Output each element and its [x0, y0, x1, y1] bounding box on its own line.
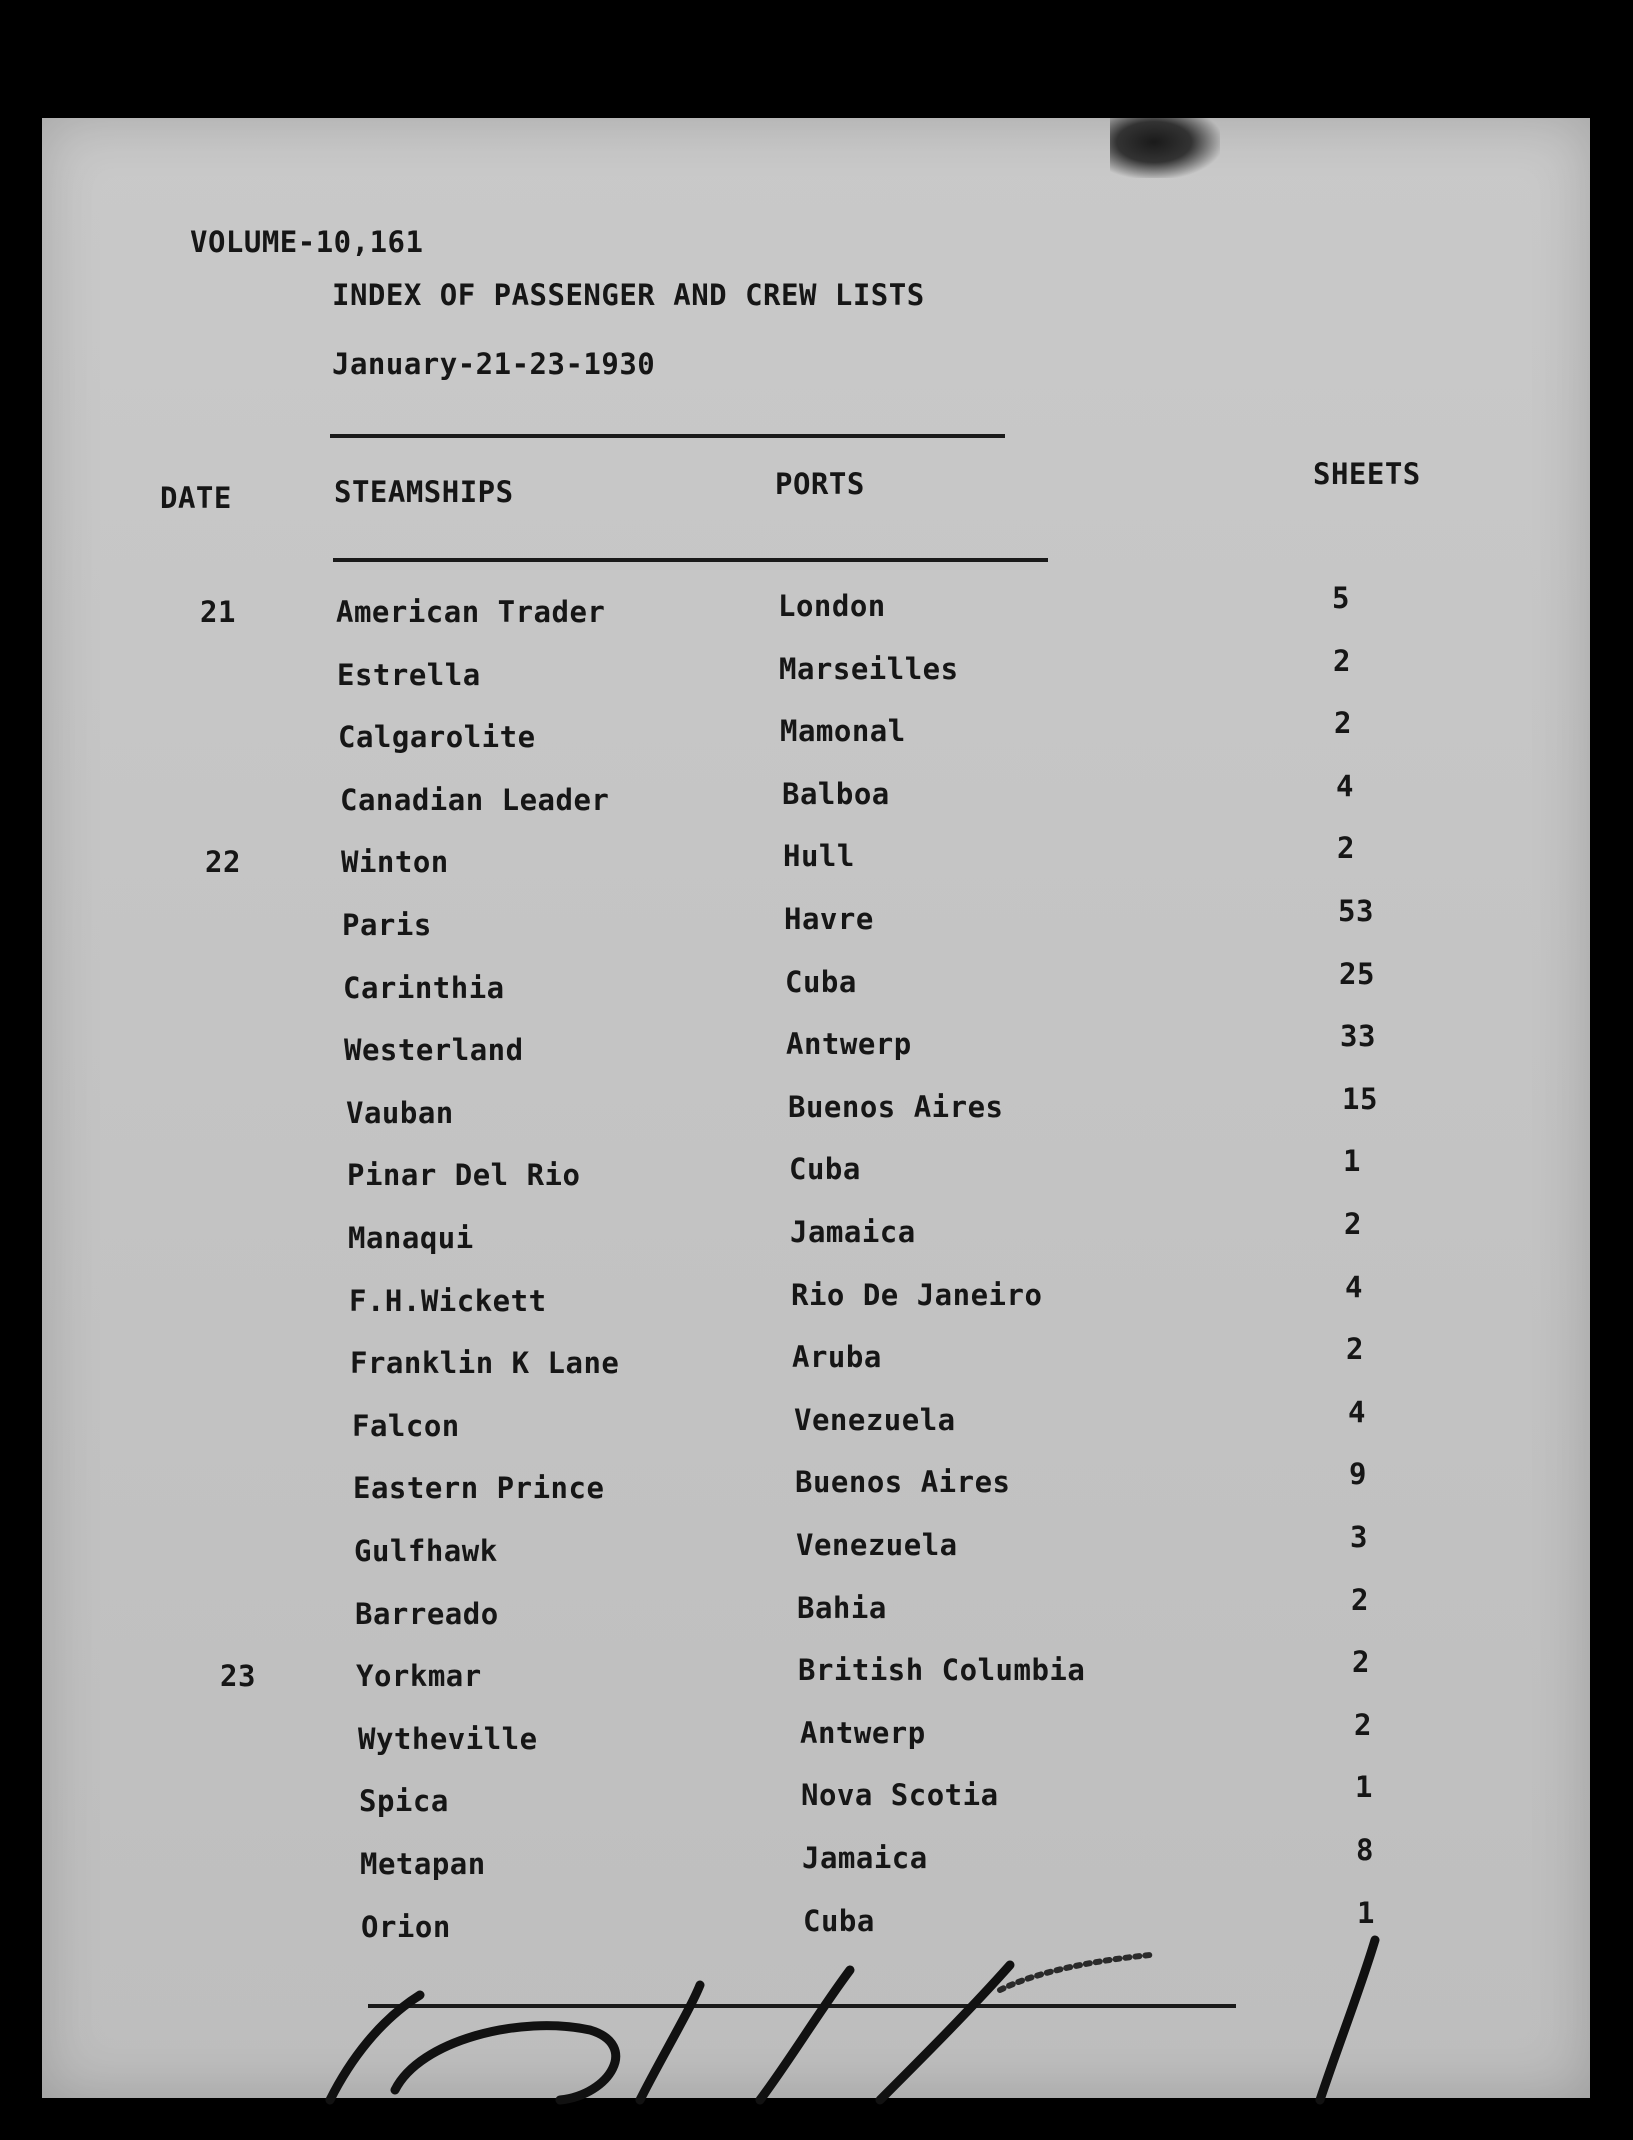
row-steamship: Winton [341, 845, 449, 879]
row-sheets: 4 [1336, 769, 1354, 803]
table-row [0, 1833, 1633, 1890]
row-sheets: 2 [1344, 1207, 1362, 1241]
row-sheets: 25 [1339, 957, 1375, 991]
row-steamship: Orion [361, 1910, 451, 1944]
row-port: Cuba [785, 965, 857, 999]
table-row [0, 1270, 1633, 1327]
table-row [0, 1207, 1633, 1264]
row-sheets: 8 [1356, 1833, 1374, 1867]
column-header-sheets: SHEETS [1313, 457, 1421, 491]
row-steamship: Franklin K Lane [350, 1346, 620, 1380]
header-rule-top [330, 434, 1005, 438]
table-row [0, 1708, 1633, 1765]
volume-label: VOLUME-10,161 [190, 225, 424, 259]
row-sheets: 2 [1333, 644, 1351, 678]
row-sheets: 53 [1338, 894, 1374, 928]
document-title: INDEX OF PASSENGER AND CREW LISTS [332, 278, 925, 312]
row-sheets: 2 [1346, 1332, 1364, 1366]
row-port: Nova Scotia [801, 1778, 999, 1812]
table-row [0, 1332, 1633, 1389]
row-steamship: Yorkmar [356, 1659, 482, 1693]
row-sheets: 4 [1348, 1395, 1366, 1429]
row-sheets: 2 [1354, 1708, 1372, 1742]
row-port: Bahia [797, 1591, 887, 1625]
row-steamship: Carinthia [343, 971, 505, 1005]
table-row [0, 1019, 1633, 1076]
row-sheets: 4 [1345, 1270, 1363, 1304]
row-port: Antwerp [786, 1027, 912, 1061]
header-rule-bottom [333, 558, 1048, 562]
column-header-date: DATE [160, 481, 232, 515]
row-date: 21 [200, 595, 236, 629]
row-port: Venezuela [794, 1403, 956, 1437]
row-steamship: Gulfhawk [354, 1534, 498, 1568]
row-port: Balboa [782, 777, 890, 811]
row-sheets: 3 [1350, 1520, 1368, 1554]
row-steamship: Falcon [352, 1409, 460, 1443]
ink-smudge [1110, 118, 1220, 178]
table-row [0, 581, 1633, 638]
row-port: Buenos Aires [795, 1465, 1011, 1499]
row-date: 23 [220, 1659, 256, 1693]
row-sheets: 9 [1349, 1457, 1367, 1491]
table-row [0, 706, 1633, 763]
table-row [0, 894, 1633, 951]
table-row [0, 1645, 1633, 1702]
row-sheets: 1 [1355, 1770, 1373, 1804]
row-port: Rio De Janeiro [791, 1278, 1043, 1312]
row-sheets: 2 [1334, 706, 1352, 740]
row-port: Antwerp [800, 1716, 926, 1750]
row-steamship: Paris [342, 908, 432, 942]
row-sheets: 2 [1337, 831, 1355, 865]
row-port: Hull [783, 839, 855, 873]
row-steamship: Manaqui [348, 1221, 474, 1255]
row-steamship: F.H.Wickett [349, 1284, 547, 1318]
table-row [0, 1144, 1633, 1201]
row-steamship: Spica [359, 1784, 449, 1818]
table-row [0, 831, 1633, 888]
date-range: January-21-23-1930 [332, 347, 656, 381]
row-port: Buenos Aires [788, 1090, 1004, 1124]
row-port: Mamonal [780, 714, 906, 748]
row-port: Cuba [789, 1152, 861, 1186]
row-port: Marseilles [779, 652, 959, 686]
table-row [0, 644, 1633, 701]
column-header-ports: PORTS [775, 467, 865, 501]
table-row [0, 1457, 1633, 1514]
row-port: Jamaica [802, 1841, 928, 1875]
row-port: British Columbia [798, 1653, 1086, 1687]
row-sheets: 2 [1352, 1645, 1370, 1679]
row-steamship: Estrella [337, 658, 481, 692]
table-row [0, 957, 1633, 1014]
table-row [0, 1520, 1633, 1577]
row-steamship: Metapan [360, 1847, 486, 1881]
row-sheets: 15 [1342, 1082, 1378, 1116]
row-steamship: Pinar Del Rio [347, 1158, 581, 1192]
row-steamship: Westerland [344, 1033, 524, 1067]
row-steamship: Vauban [346, 1096, 454, 1130]
row-steamship: American Trader [336, 595, 606, 629]
table-row [0, 1770, 1633, 1827]
row-port: Havre [784, 902, 874, 936]
row-sheets: 33 [1340, 1019, 1376, 1053]
row-steamship: Canadian Leader [340, 783, 610, 817]
table-row [0, 1082, 1633, 1139]
row-steamship: Barreado [355, 1597, 499, 1631]
row-steamship: Calgarolite [338, 720, 536, 754]
row-date: 22 [205, 845, 241, 879]
row-port: Aruba [792, 1340, 882, 1374]
row-port: Venezuela [796, 1528, 958, 1562]
row-sheets: 5 [1332, 581, 1350, 615]
table-row [0, 769, 1633, 826]
row-sheets: 2 [1351, 1583, 1369, 1617]
row-port: Cuba [803, 1904, 875, 1938]
row-port: Jamaica [790, 1215, 916, 1249]
row-steamship: Eastern Prince [353, 1471, 605, 1505]
row-steamship: Wytheville [358, 1722, 538, 1756]
column-header-steamships: STEAMSHIPS [334, 475, 514, 509]
row-port: London [778, 589, 886, 623]
table-row [0, 1395, 1633, 1452]
table-row [0, 1896, 1633, 1953]
footer-rule [368, 2004, 1236, 2008]
table-row [0, 1583, 1633, 1640]
row-sheets: 1 [1343, 1144, 1361, 1178]
row-sheets: 1 [1357, 1896, 1375, 1930]
